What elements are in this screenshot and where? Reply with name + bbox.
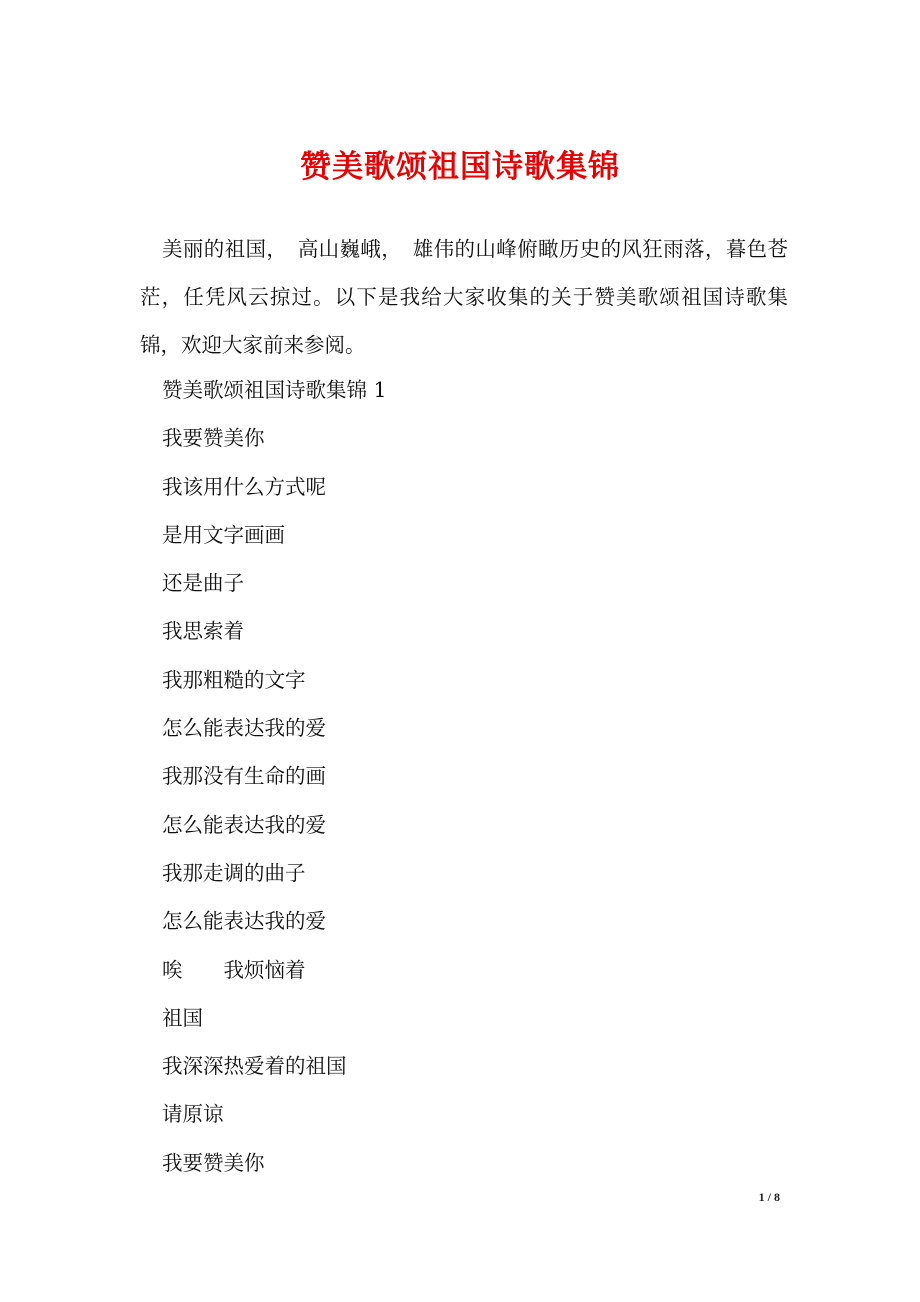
poem-lines — [162, 366, 387, 1187]
poem-section-heading: 赞美歌颂祖国诗歌集锦 1 — [162, 378, 387, 402]
poem-line: 我那没有生命的画 — [162, 764, 326, 789]
poem-line: 我要赞美你 — [162, 1150, 265, 1175]
poem-line: 还是曲子 — [162, 571, 244, 596]
poem-line: 我该用什么方式呢 — [162, 474, 326, 499]
document-title: 赞美歌颂祖国诗歌集锦 — [300, 149, 620, 185]
poem-line: 唉 我烦恼着 — [162, 957, 306, 982]
poem-line: 祖国 — [162, 1005, 203, 1030]
poem-line: 我深深热爱着的祖国 — [162, 1054, 347, 1079]
poem-line: 是用文字画画 — [162, 522, 285, 547]
poem-line: 我那走调的曲子 — [162, 860, 306, 885]
poem-line: 我那粗糙的文字 — [162, 667, 306, 692]
poem-line: 我要赞美你 — [162, 426, 265, 451]
poem-line: 怎么能表达我的爱 — [162, 716, 326, 741]
poem-line: 怎么能表达我的爱 — [162, 812, 326, 837]
poem-line: 请原谅 — [162, 1102, 224, 1127]
poem-line: 我思索着 — [162, 619, 244, 644]
page-indicator: 1 / 8 — [758, 1190, 780, 1204]
poem-line: 怎么能表达我的爱 — [162, 909, 326, 934]
intro-paragraph: 美丽的祖国， 高山巍峨， 雄伟的山峰俯瞰历史的风狂雨落，暮色苍茫，任凭风云掠过。以下是我给大家收集的关于赞美歌颂祖国诗歌集锦，欢迎大家前来参阅。 — [140, 237, 788, 357]
